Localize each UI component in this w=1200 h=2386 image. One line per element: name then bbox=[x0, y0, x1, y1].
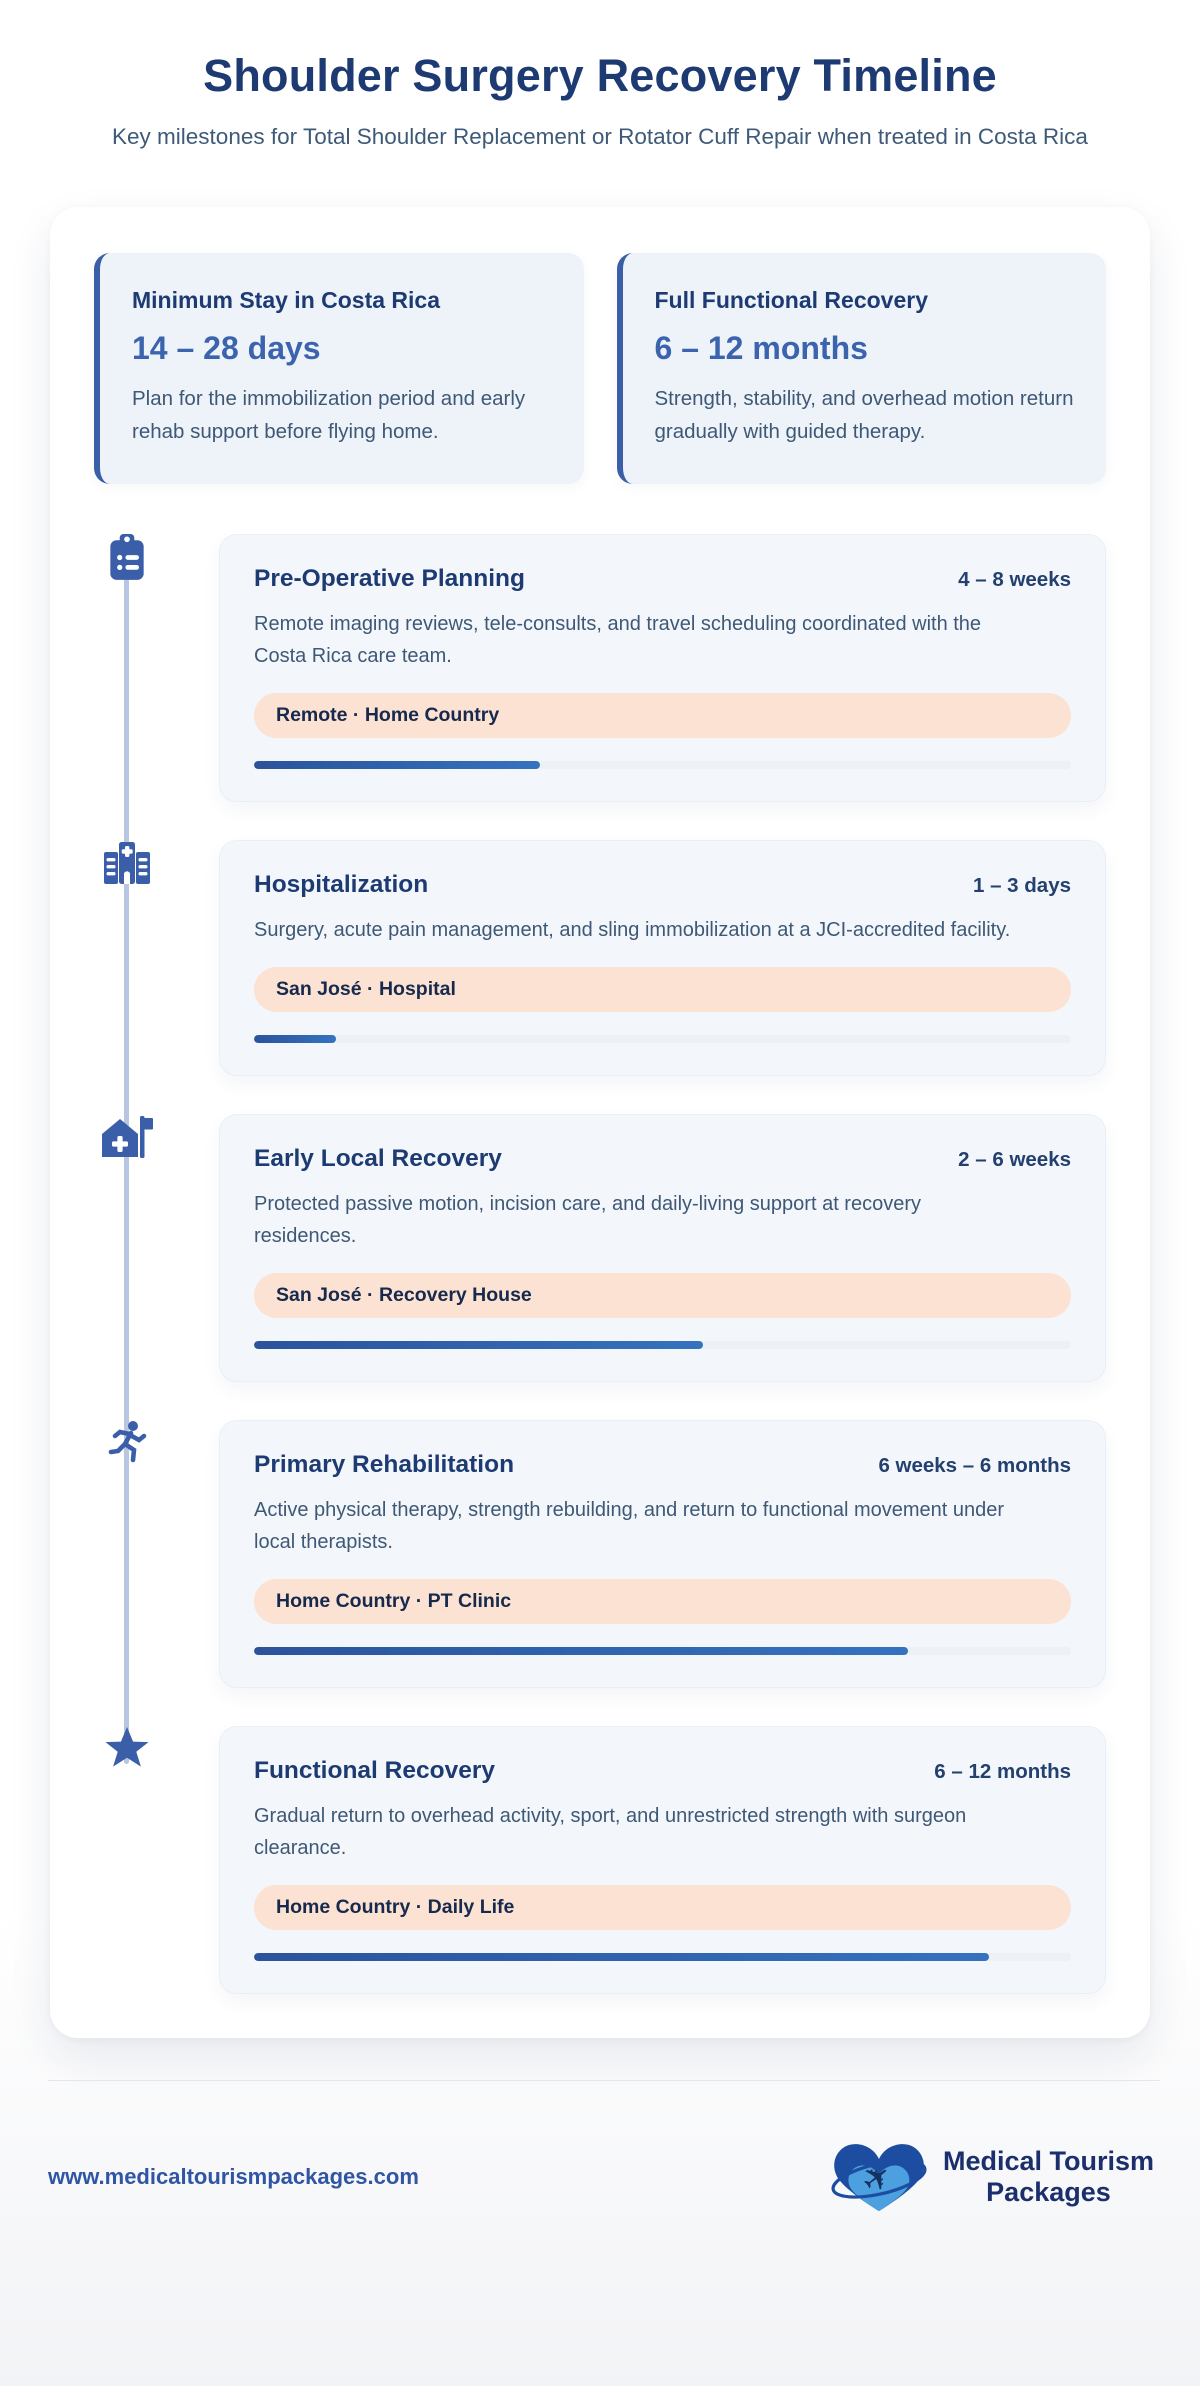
stage-location-badge: San José · Recovery House bbox=[254, 1273, 1071, 1318]
stage-location-badge: San José · Hospital bbox=[254, 967, 1071, 1012]
stage-duration: 6 – 12 months bbox=[934, 1760, 1071, 1784]
clipboard-list-icon bbox=[99, 533, 155, 583]
star-icon bbox=[99, 1725, 155, 1771]
stage-progress-track bbox=[254, 1953, 1071, 1961]
brand-line1: Medical Tourism bbox=[942, 2145, 1154, 2176]
brand-logo bbox=[827, 2133, 1154, 2221]
recovery-house-icon bbox=[99, 1113, 155, 1161]
footer bbox=[0, 2081, 1200, 2221]
stage-progress-fill bbox=[254, 761, 540, 769]
summary-row bbox=[94, 253, 1106, 485]
timeline-item-functional-recovery bbox=[219, 1726, 1106, 1994]
summary-description: Strength, stability, and overhead motion return gradually with guided therapy. bbox=[654, 386, 1074, 443]
stage-progress-fill bbox=[254, 1647, 908, 1655]
stage-title: Pre-Operative Planning bbox=[254, 565, 525, 593]
summary-label: Full Functional Recovery bbox=[654, 286, 928, 313]
stage-progress-fill bbox=[254, 1035, 336, 1043]
stage-duration: 1 – 3 days bbox=[972, 874, 1071, 898]
summary-value: 6 – 12 months bbox=[654, 329, 868, 366]
stage-description: Gradual return to overhead activity, sport, and unrestricted strength with surgeon clearance. bbox=[254, 1805, 967, 1860]
runner-icon bbox=[99, 1419, 155, 1467]
stage-progress-track bbox=[254, 1341, 1071, 1349]
brand-name bbox=[943, 2146, 1154, 2210]
heart-plane-logo-icon bbox=[827, 2133, 931, 2221]
svg-text:✈: ✈ bbox=[854, 2155, 901, 2203]
stage-location-badge: Home Country · Daily Life bbox=[254, 1885, 1071, 1930]
stage-duration: 2 – 6 weeks bbox=[958, 1148, 1071, 1172]
summary-label: Minimum Stay in Costa Rica bbox=[132, 286, 441, 313]
infographic-card bbox=[50, 207, 1150, 2039]
summary-card-full-recovery bbox=[617, 253, 1107, 485]
website-link[interactable]: www.medicaltourismpackages.com bbox=[48, 2164, 419, 2190]
summary-card-minimum-stay bbox=[94, 253, 584, 485]
stage-location-badge: Home Country · PT Clinic bbox=[254, 1579, 1071, 1624]
stage-progress-track bbox=[254, 1647, 1071, 1655]
stage-title: Hospitalization bbox=[254, 871, 429, 899]
page-subtitle: Key milestones for Total Shoulder Replacement or Rotator Cuff Repair when treated in Costa Rica bbox=[112, 124, 1088, 149]
stage-title: Functional Recovery bbox=[254, 1757, 495, 1785]
summary-value: 14 – 28 days bbox=[132, 329, 321, 366]
stage-progress-fill bbox=[254, 1953, 989, 1961]
stage-title: Early Local Recovery bbox=[254, 1145, 502, 1173]
stage-duration: 4 – 8 weeks bbox=[958, 568, 1071, 592]
stage-progress-track bbox=[254, 1035, 1071, 1043]
stage-description: Surgery, acute pain management, and sling immobilization at a JCI-accredited facility. bbox=[254, 919, 1011, 942]
stage-description: Protected passive motion, incision care, and daily-living support at recovery residences. bbox=[254, 1193, 921, 1248]
stage-progress-fill bbox=[254, 1341, 703, 1349]
stage-location-badge: Remote · Home Country bbox=[254, 693, 1071, 738]
timeline-item-hospitalization bbox=[219, 840, 1106, 1076]
stage-title: Primary Rehabilitation bbox=[254, 1451, 515, 1479]
timeline-item-pre-operative bbox=[219, 534, 1106, 802]
page-title: Shoulder Surgery Recovery Timeline bbox=[203, 50, 997, 101]
timeline-item-early-local-recovery bbox=[219, 1114, 1106, 1382]
brand-line2: Packages bbox=[986, 2177, 1111, 2208]
timeline bbox=[94, 534, 1106, 1994]
summary-description: Plan for the immobilization period and early rehab support before flying home. bbox=[132, 386, 526, 443]
stage-progress-track bbox=[254, 761, 1071, 769]
stage-duration: 6 weeks – 6 months bbox=[878, 1454, 1071, 1478]
stage-description: Remote imaging reviews, tele-consults, and travel scheduling coordinated with the Costa Rica care team. bbox=[254, 613, 982, 668]
stage-description: Active physical therapy, strength rebuilding, and return to functional movement under local therapists. bbox=[254, 1499, 1005, 1554]
timeline-item-primary-rehabilitation bbox=[219, 1420, 1106, 1688]
hospital-icon bbox=[99, 839, 155, 885]
